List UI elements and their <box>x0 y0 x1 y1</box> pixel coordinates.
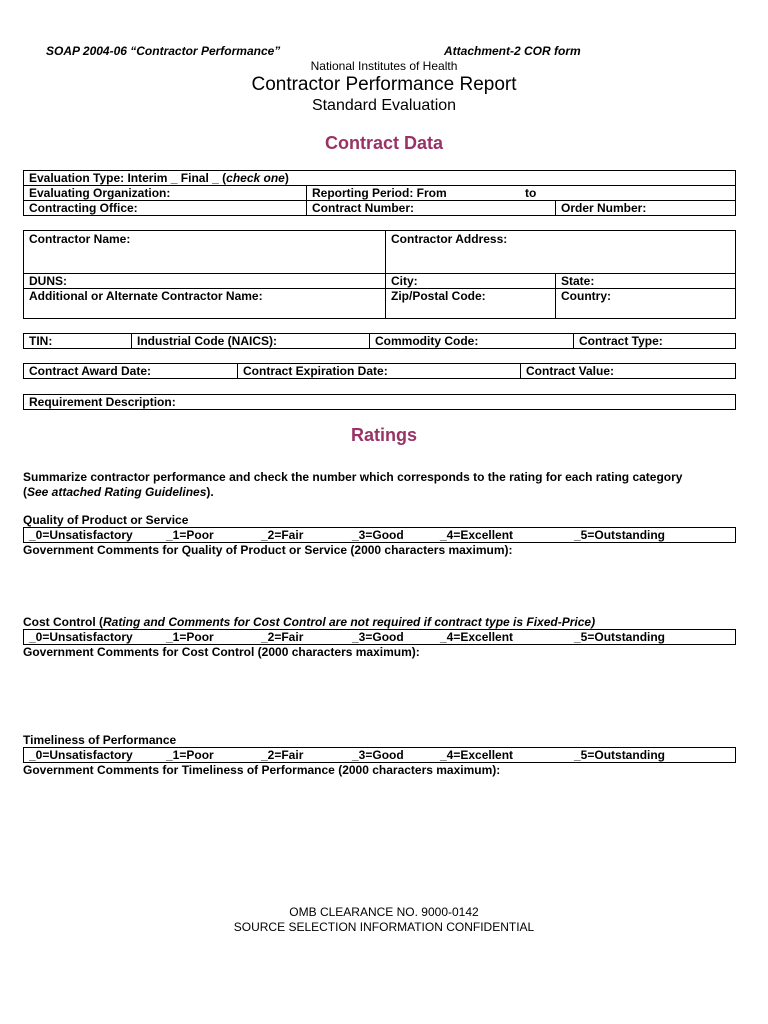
intro-close: ). <box>206 485 214 499</box>
contract-type-field[interactable]: Contract Type: <box>579 334 663 348</box>
quality-title-text: Quality of Product or Service <box>23 513 189 527</box>
dates-table <box>23 363 736 379</box>
reporting-period-to-field[interactable]: to <box>525 186 537 200</box>
cost-rating-0[interactable]: _0=Unsatisfactory <box>29 630 133 644</box>
naics-field[interactable]: Industrial Code (NAICS): <box>137 334 277 348</box>
contractor-name-field[interactable]: Contractor Name: <box>29 232 131 246</box>
requirement-table <box>23 394 736 410</box>
cost-rating-2[interactable]: _2=Fair <box>261 630 304 644</box>
report-title: Contractor Performance Report <box>251 74 517 95</box>
evaluation-type-suffix: ) <box>284 171 289 185</box>
contracting-office-field[interactable]: Contracting Office: <box>29 201 138 215</box>
timeliness-rating-1[interactable]: _1=Poor <box>166 748 214 762</box>
timeliness-rating-2[interactable]: _2=Fair <box>261 748 304 762</box>
evaluation-type-hint: check one <box>226 171 285 185</box>
quality-rating-1[interactable]: _1=Poor <box>166 528 214 542</box>
report-subtitle: Standard Evaluation <box>311 97 457 114</box>
timeliness-rating-0[interactable]: _0=Unsatisfactory <box>29 748 133 762</box>
award-date-field[interactable]: Contract Award Date: <box>29 364 152 378</box>
header-left: SOAP 2004-06 “Contractor Performance” <box>46 44 281 58</box>
intro-open: ( <box>23 485 27 499</box>
cost-title-note: Rating and Comments for Cost Control are not required if contract type is Fixed-Price) <box>103 615 596 629</box>
evaluation-table <box>23 170 736 216</box>
cost-rating-1[interactable]: _1=Poor <box>166 630 214 644</box>
agency-name: National Institutes of Health <box>310 59 458 73</box>
requirement-description-field[interactable]: Requirement Description: <box>29 395 176 409</box>
commodity-code-field[interactable]: Commodity Code: <box>375 334 479 348</box>
evaluation-type[interactable] <box>24 171 289 185</box>
timeliness-comments-label: Government Comments for Timeliness of Performance (2000 characters maximum): <box>23 763 501 777</box>
quality-rating-2[interactable]: _2=Fair <box>261 528 304 542</box>
expiration-date-field[interactable]: Contract Expiration Date: <box>243 364 388 378</box>
evaluating-organization-field[interactable]: Evaluating Organization: <box>29 186 171 200</box>
city-field[interactable]: City: <box>391 274 418 288</box>
timeliness-title: Timeliness of Performance <box>23 733 177 747</box>
cost-control-title <box>23 615 595 629</box>
contractor-address-field[interactable]: Contractor Address: <box>391 232 508 246</box>
contract-number-field[interactable]: Contract Number: <box>312 201 415 215</box>
cost-rating-4[interactable]: _4=Excellent <box>440 630 514 644</box>
contract-value-field[interactable]: Contract Value: <box>526 364 615 378</box>
timeliness-rating-4[interactable]: _4=Excellent <box>440 748 514 762</box>
quality-rating-0[interactable]: _0=Unsatisfactory <box>29 528 133 542</box>
ratings-heading: Ratings <box>350 425 417 445</box>
alternate-contractor-name-field[interactable]: Additional or Alternate Contractor Name: <box>29 289 263 303</box>
cost-rating-5[interactable]: _5=Outstanding <box>574 630 666 644</box>
zip-code-field[interactable]: Zip/Postal Code: <box>391 289 486 303</box>
state-field[interactable]: State: <box>561 274 595 288</box>
rating-guidelines-ref: See attached Rating Guidelines <box>27 485 207 499</box>
quality-rating-5[interactable]: _5=Outstanding <box>574 528 666 542</box>
header-right: Attachment-2 COR form <box>444 44 581 58</box>
cost-title-prefix: Cost Control ( <box>23 615 103 629</box>
reporting-period-from-field[interactable]: Reporting Period: From <box>312 186 447 200</box>
contract-data-heading: Contract Data <box>324 133 444 153</box>
cost-comments-label: Government Comments for Cost Control (2000 characters maximum): <box>23 645 420 659</box>
cost-rating-scale <box>23 629 736 645</box>
quality-comments-label: Government Comments for Quality of Product or Service (2000 characters maximum): <box>23 543 513 557</box>
ratings-intro-line1: Summarize contractor performance and check the number which corresponds to the rating for each rating category <box>23 470 683 484</box>
cost-rating-3[interactable]: _3=Good <box>352 630 404 644</box>
quality-rating-3[interactable]: _3=Good <box>352 528 404 542</box>
contractor-table <box>23 230 736 319</box>
quality-title <box>23 513 188 527</box>
quality-rating-4[interactable]: _4=Excellent <box>440 528 514 542</box>
omb-clearance: OMB CLEARANCE NO. 9000-0142 <box>289 905 479 919</box>
timeliness-rating-5[interactable]: _5=Outstanding <box>574 748 666 762</box>
evaluation-type-label: Evaluation Type: Interim _ Final _ ( <box>29 171 227 185</box>
ratings-intro-line2 <box>23 485 214 499</box>
timeliness-rating-scale <box>23 747 736 763</box>
duns-field[interactable]: DUNS: <box>29 274 67 288</box>
country-field[interactable]: Country: <box>561 289 611 303</box>
tin-field[interactable]: TIN: <box>29 334 53 348</box>
timeliness-rating-3[interactable]: _3=Good <box>352 748 404 762</box>
confidential-notice: SOURCE SELECTION INFORMATION CONFIDENTIAL <box>233 920 535 934</box>
quality-rating-scale <box>23 527 736 543</box>
codes-table <box>23 333 736 349</box>
order-number-field[interactable]: Order Number: <box>561 201 647 215</box>
